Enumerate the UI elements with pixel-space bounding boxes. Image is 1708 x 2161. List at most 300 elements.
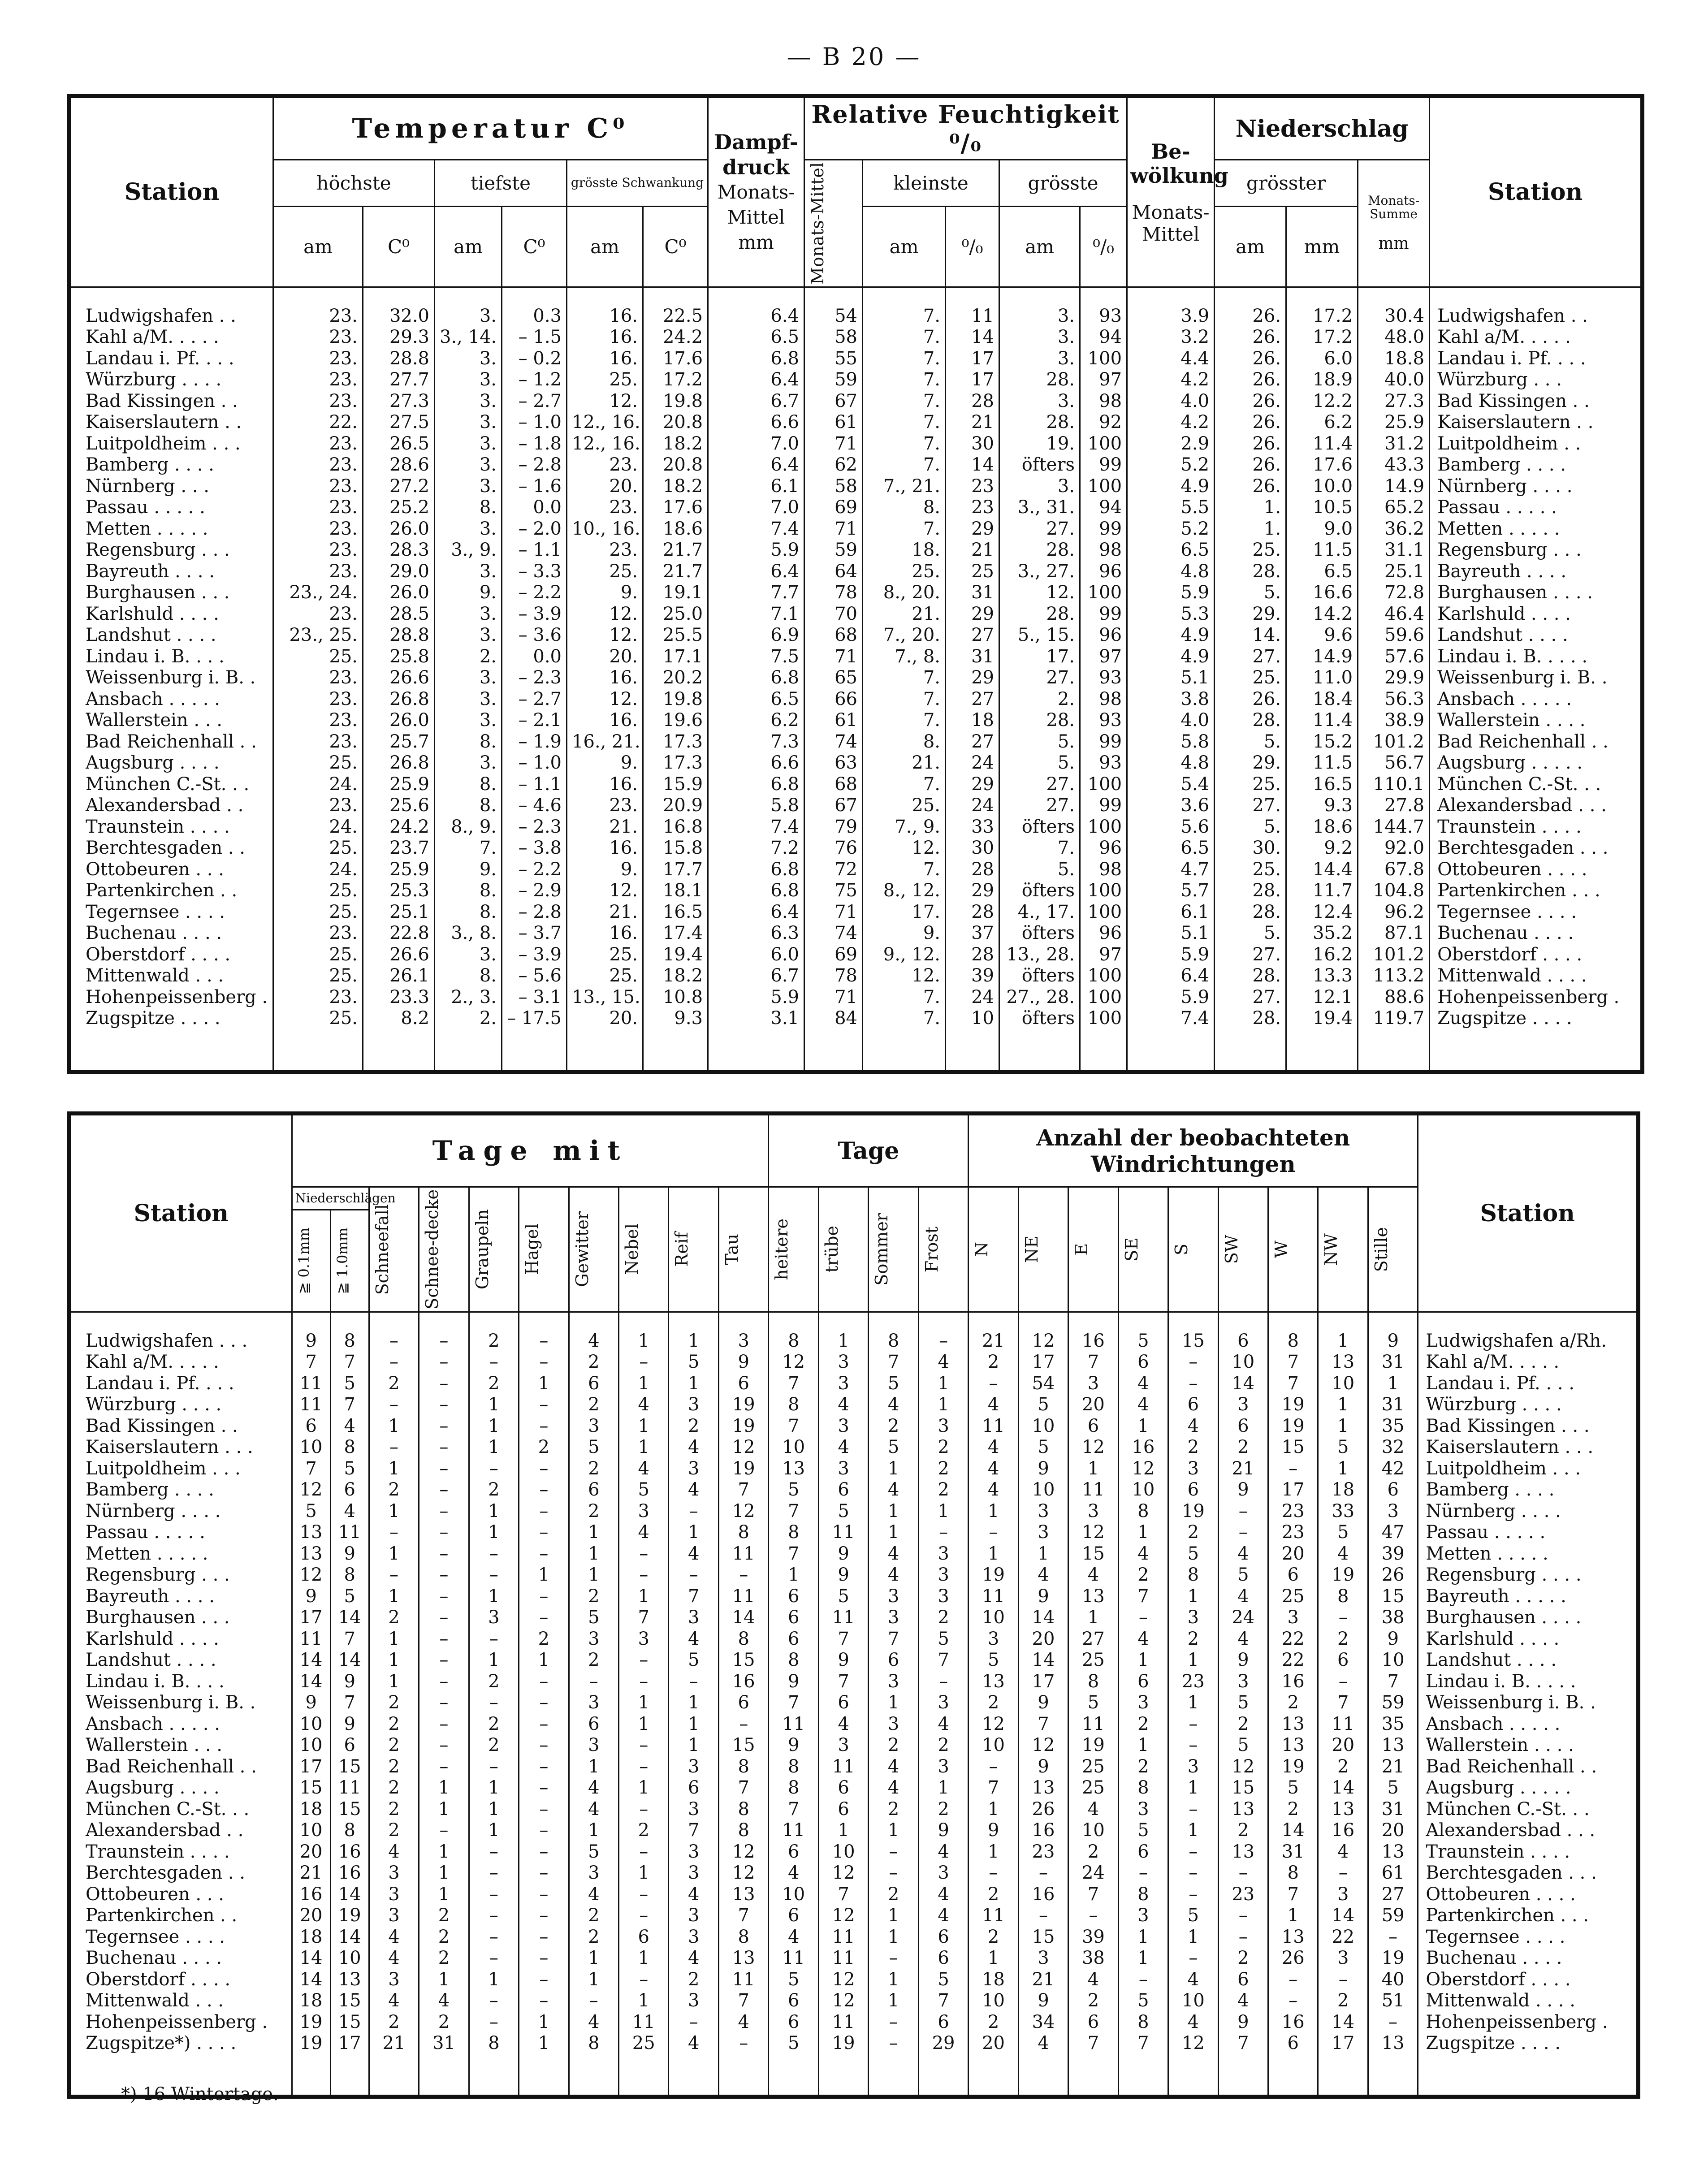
value-cell: 2 xyxy=(1318,1629,1368,1650)
value-cell: – xyxy=(619,1799,669,1820)
header-bewoelkung xyxy=(1127,96,1228,287)
value-cell: – xyxy=(419,1522,469,1543)
heitere-label: heitere xyxy=(772,1219,792,1280)
value-cell: 8.2 xyxy=(363,1008,435,1072)
t2-header-truebe xyxy=(818,1187,868,1312)
station-name-cell: Bayreuth . . . . xyxy=(69,1586,292,1608)
header-groesste: grösste xyxy=(999,160,1127,207)
value-cell: 16 xyxy=(718,1671,769,1693)
value-cell: 5.9 xyxy=(1127,987,1215,1008)
value-cell: 2 xyxy=(1168,1437,1218,1458)
station-name-right-cell: Würzburg . . . xyxy=(1430,369,1643,391)
value-cell: 15 xyxy=(330,1990,369,2012)
value-cell: 6.4 xyxy=(708,561,804,583)
t2-header-stille xyxy=(1368,1187,1418,1312)
value-cell: 8 xyxy=(569,2033,618,2096)
value-cell: 6 xyxy=(1068,2012,1118,2033)
value-cell: 9 xyxy=(292,1586,330,1608)
value-cell: 1 xyxy=(918,1501,969,1522)
value-cell: – xyxy=(1118,1607,1168,1629)
station-name-right-cell: München C.-St. . . xyxy=(1430,774,1643,795)
value-cell: 6 xyxy=(818,1479,868,1501)
value-cell: 1 xyxy=(469,1820,519,1841)
value-cell: 2. xyxy=(435,1008,502,1072)
value-cell: 12. xyxy=(999,582,1080,604)
value-cell: 15 xyxy=(1018,1927,1068,1948)
value-cell: 1 xyxy=(1318,1312,1368,1352)
value-cell: 3. xyxy=(435,391,502,412)
station-name-right-cell: Alexandersbad . . . xyxy=(1430,795,1643,817)
value-cell: 1 xyxy=(669,1735,718,1756)
value-cell: – 2.9 xyxy=(502,880,567,902)
value-cell: 3.1 xyxy=(708,1008,804,1072)
value-cell: 6.3 xyxy=(708,923,804,944)
value-cell: 12. xyxy=(567,604,643,625)
value-cell: 18.6 xyxy=(1286,817,1358,838)
value-cell: 9 xyxy=(292,1692,330,1714)
value-cell: – xyxy=(469,1927,519,1948)
value-cell: 6 xyxy=(569,1373,618,1395)
value-cell: 1 xyxy=(369,1416,419,1437)
value-cell: 40 xyxy=(1368,1969,1418,1991)
value-cell: 13., 28. xyxy=(999,944,1080,966)
value-cell: 25. xyxy=(863,795,946,817)
value-cell: – xyxy=(519,1458,569,1480)
value-cell: 7 xyxy=(1218,2033,1268,2096)
value-cell: 5.6 xyxy=(1127,817,1215,838)
value-cell: – xyxy=(1118,1969,1168,1991)
value-cell: 4 xyxy=(369,1841,419,1863)
value-cell: 38 xyxy=(1068,1948,1118,1969)
table-row xyxy=(69,1586,1639,1608)
value-cell: 2 xyxy=(369,1735,419,1756)
value-cell: 8 xyxy=(869,1312,918,1352)
value-cell: 11 xyxy=(1068,1714,1118,1735)
value-cell: 8., 12. xyxy=(863,880,946,902)
value-cell: 9.6 xyxy=(1286,625,1358,646)
value-cell: 20 xyxy=(1268,1543,1318,1565)
value-cell: 6 xyxy=(1218,1416,1268,1437)
table-row xyxy=(69,646,1643,668)
t2-header-reif xyxy=(669,1187,718,1312)
value-cell: – xyxy=(419,1312,469,1352)
value-cell: 4 xyxy=(1168,1416,1218,1437)
value-cell: 25. xyxy=(567,369,643,391)
value-cell: 2 xyxy=(369,1692,419,1714)
value-cell: 20 xyxy=(1018,1629,1068,1650)
value-cell: 6.2 xyxy=(1286,412,1358,433)
value-cell: 4 xyxy=(369,1948,419,1969)
value-cell: 4 xyxy=(869,1565,918,1586)
value-cell: 23. xyxy=(567,454,643,476)
value-cell: 3. xyxy=(435,476,502,497)
value-cell: 7.0 xyxy=(708,433,804,455)
value-cell: 2 xyxy=(669,1416,718,1437)
value-cell: 2 xyxy=(469,1714,519,1735)
value-cell: 3. xyxy=(435,625,502,646)
value-cell: 4 xyxy=(869,1479,918,1501)
value-cell: 74 xyxy=(804,923,863,944)
value-cell: 16., 21. xyxy=(567,731,643,753)
value-cell: 3 xyxy=(818,1352,868,1373)
value-cell: – xyxy=(1268,1990,1318,2012)
value-cell: 23. xyxy=(273,348,363,370)
value-cell: – xyxy=(1168,1863,1218,1884)
value-cell: 3. xyxy=(435,412,502,433)
value-cell: 21 xyxy=(969,1312,1018,1352)
value-cell: 6 xyxy=(769,1990,818,2012)
value-cell: 11 xyxy=(292,1629,330,1650)
value-cell: 20.2 xyxy=(643,667,708,689)
value-cell: 3 xyxy=(1368,1501,1418,1522)
value-cell: 2 xyxy=(918,1458,969,1480)
value-cell: 1 xyxy=(619,1373,669,1395)
value-cell: – xyxy=(869,1948,918,1969)
station-name-cell: Partenkirchen . . xyxy=(69,880,273,902)
station-name-cell: Ottobeuren . . . xyxy=(69,1884,292,1906)
value-cell: 6 xyxy=(1118,1841,1168,1863)
value-cell: – xyxy=(1318,1671,1368,1693)
value-cell: 54 xyxy=(804,287,863,327)
value-cell: 6 xyxy=(918,2012,969,2033)
value-cell: – xyxy=(419,1501,469,1522)
value-cell: 13 xyxy=(1268,1927,1318,1948)
value-cell: 8 xyxy=(1268,1312,1318,1352)
value-cell: 28. xyxy=(1215,965,1286,987)
value-cell: 11 xyxy=(969,1905,1018,1927)
value-cell: 3. xyxy=(435,348,502,370)
t2-header-wind: Anzahl der beobachteten Windrichtungen xyxy=(969,1114,1418,1187)
value-cell: 6.4 xyxy=(708,454,804,476)
value-cell: 5., 15. xyxy=(999,625,1080,646)
value-cell: 3. xyxy=(999,327,1080,348)
table-row xyxy=(69,1863,1639,1884)
station-name-right-cell: Bad Kissingen . . xyxy=(1430,391,1643,412)
value-cell: – xyxy=(419,1416,469,1437)
value-cell: 5 xyxy=(969,1650,1018,1671)
value-cell: 6 xyxy=(718,1692,769,1714)
value-cell: 6 xyxy=(769,1629,818,1650)
value-cell: 1 xyxy=(619,1714,669,1735)
value-cell: 7., 21. xyxy=(863,476,946,497)
value-cell: 10 xyxy=(946,1008,999,1072)
value-cell: 15 xyxy=(1268,1437,1318,1458)
value-cell: 9.2 xyxy=(1286,838,1358,859)
value-cell: 3., 8. xyxy=(435,923,502,944)
value-cell: – 4.6 xyxy=(502,795,567,817)
value-cell: 11 xyxy=(1068,1479,1118,1501)
value-cell: 1 xyxy=(419,1841,469,1863)
value-cell: 3 xyxy=(1168,1607,1218,1629)
value-cell: 28. xyxy=(999,412,1080,433)
value-cell: 15 xyxy=(330,1756,369,1778)
value-cell: 20. xyxy=(567,646,643,668)
value-cell: 5 xyxy=(669,1650,718,1671)
value-cell: 25. xyxy=(1215,859,1286,881)
value-cell: 25.2 xyxy=(363,497,435,519)
value-cell: 23. xyxy=(273,454,363,476)
value-cell: 31 xyxy=(419,2033,469,2096)
value-cell: – xyxy=(369,1352,419,1373)
value-cell: 100 xyxy=(1080,433,1127,455)
value-cell: 5 xyxy=(1168,1543,1218,1565)
value-cell: 2 xyxy=(619,1820,669,1841)
value-cell: 28. xyxy=(999,540,1080,561)
value-cell: 2., 3. xyxy=(435,987,502,1008)
header-groesster: grösster xyxy=(1215,160,1358,207)
value-cell: 3.2 xyxy=(1127,327,1215,348)
table1-body xyxy=(69,287,1643,1072)
value-cell: 4 xyxy=(330,1501,369,1522)
value-cell: 100 xyxy=(1080,582,1127,604)
value-cell: 16.5 xyxy=(1286,774,1358,795)
value-cell: 4.9 xyxy=(1127,646,1215,668)
value-cell: 88.6 xyxy=(1358,987,1430,1008)
t2-header-station: Station xyxy=(69,1114,292,1312)
value-cell: 18.2 xyxy=(643,433,708,455)
station-name-right-cell: Traunstein . . . . xyxy=(1418,1841,1639,1863)
sommer-label: Sommer xyxy=(872,1213,892,1286)
value-cell: – xyxy=(519,1312,569,1352)
value-cell: – xyxy=(519,1479,569,1501)
value-cell: 1 xyxy=(569,1565,618,1586)
value-cell: 3 xyxy=(669,1863,718,1884)
value-cell: – xyxy=(619,1671,669,1693)
value-cell: – xyxy=(419,1607,469,1629)
value-cell: 59.6 xyxy=(1358,625,1430,646)
value-cell: 18.9 xyxy=(1286,369,1358,391)
value-cell: 19 xyxy=(718,1458,769,1480)
value-cell: 31.1 xyxy=(1358,540,1430,561)
value-cell: 5 xyxy=(1218,1692,1268,1714)
value-cell: – xyxy=(519,1607,569,1629)
value-cell: 3 xyxy=(1118,1799,1168,1820)
value-cell: 61 xyxy=(804,412,863,433)
value-cell: 13 xyxy=(1018,1777,1068,1799)
value-cell: 1 xyxy=(969,1948,1018,1969)
value-cell: 7 xyxy=(1068,2033,1118,2096)
value-cell: 2 xyxy=(869,1735,918,1756)
station-name-cell: Ottobeuren . . . xyxy=(69,859,273,881)
header-station: Station xyxy=(69,96,273,287)
value-cell: 8 xyxy=(1118,1884,1168,1906)
value-cell: 12. xyxy=(567,625,643,646)
value-cell: 25. xyxy=(273,965,363,987)
value-cell: 3. xyxy=(435,752,502,774)
wind-sw-label: SW xyxy=(1221,1235,1241,1264)
value-cell: 71 xyxy=(804,987,863,1008)
value-cell: 1 xyxy=(1118,1927,1168,1948)
value-cell: 1 xyxy=(619,1312,669,1352)
value-cell: 23. xyxy=(273,710,363,731)
value-cell: 11 xyxy=(769,1714,818,1735)
value-cell: 7. xyxy=(863,287,946,327)
value-cell: 18.6 xyxy=(643,519,708,540)
value-cell: 4 xyxy=(669,1479,718,1501)
value-cell: 5 xyxy=(1218,1735,1268,1756)
value-cell: öfters xyxy=(999,817,1080,838)
value-cell: – 1.9 xyxy=(502,731,567,753)
value-cell: 5. xyxy=(999,752,1080,774)
value-cell: 92.0 xyxy=(1358,838,1430,859)
station-name-right-cell: Luitpoldheim . . . xyxy=(1418,1458,1639,1480)
value-cell: 11 xyxy=(818,1756,868,1778)
value-cell: 23. xyxy=(273,604,363,625)
value-cell: 5. xyxy=(999,859,1080,881)
value-cell: 4 xyxy=(669,1948,718,1969)
value-cell: 4 xyxy=(369,1990,419,2012)
value-cell: 4 xyxy=(569,1884,618,1906)
value-cell: 98 xyxy=(1080,859,1127,881)
value-cell: – 2.7 xyxy=(502,689,567,710)
value-cell: 9 xyxy=(1218,1479,1268,1501)
value-cell: 4.2 xyxy=(1127,412,1215,433)
value-cell: 5.9 xyxy=(1127,582,1215,604)
station-name-right-cell: Mittenwald . . . . xyxy=(1430,965,1643,987)
value-cell: 5.2 xyxy=(1127,519,1215,540)
value-cell: 10 xyxy=(1068,1820,1118,1841)
value-cell: 23. xyxy=(273,433,363,455)
value-cell: – 2.0 xyxy=(502,519,567,540)
value-cell: 99 xyxy=(1080,731,1127,753)
value-cell: 7 xyxy=(869,1352,918,1373)
value-cell: – xyxy=(1018,1863,1068,1884)
value-cell: 2.9 xyxy=(1127,433,1215,455)
value-cell: 9 xyxy=(918,1820,969,1841)
value-cell: 2 xyxy=(569,1650,618,1671)
value-cell: 5 xyxy=(330,1458,369,1480)
value-cell: 4 xyxy=(918,1884,969,1906)
value-cell: – xyxy=(519,1714,569,1735)
value-cell: 64 xyxy=(804,561,863,583)
value-cell: – xyxy=(519,1927,569,1948)
table-row xyxy=(69,1756,1639,1778)
value-cell: 10 xyxy=(1318,1373,1368,1395)
table-row xyxy=(69,476,1643,497)
value-cell: 27.3 xyxy=(363,391,435,412)
value-cell: 5 xyxy=(669,1352,718,1373)
value-cell: 5.8 xyxy=(1127,731,1215,753)
value-cell: 3 xyxy=(369,1863,419,1884)
value-cell: 6 xyxy=(1218,1312,1268,1352)
value-cell: 12 xyxy=(818,1969,868,1991)
value-cell: – xyxy=(1168,1373,1218,1395)
value-cell: 7. xyxy=(863,433,946,455)
station-name-right-cell: Bayreuth . . . . . xyxy=(1418,1586,1639,1608)
value-cell: 1 xyxy=(1118,1650,1168,1671)
value-cell: – 1.0 xyxy=(502,412,567,433)
value-cell: 39 xyxy=(1368,1543,1418,1565)
value-cell: 3. xyxy=(435,689,502,710)
value-cell: 1 xyxy=(869,1692,918,1714)
value-cell: – xyxy=(1168,1714,1218,1735)
value-cell: 2 xyxy=(369,1799,419,1820)
value-cell: 13 xyxy=(969,1671,1018,1693)
value-cell: 8., 9. xyxy=(435,817,502,838)
value-cell: 25. xyxy=(1215,774,1286,795)
reif-label: Reif xyxy=(672,1232,692,1267)
value-cell: – xyxy=(469,1458,519,1480)
value-cell: 23. xyxy=(273,391,363,412)
value-cell: 1 xyxy=(469,1416,519,1437)
value-cell: 1 xyxy=(1068,1458,1118,1480)
station-name-cell: Weissenburg i. B. . xyxy=(69,1692,292,1714)
station-name-right-cell: Tegernsee . . . . xyxy=(1430,902,1643,923)
value-cell: 26. xyxy=(1215,391,1286,412)
table-row xyxy=(69,1373,1639,1395)
table-row xyxy=(69,752,1643,774)
value-cell: – xyxy=(619,1565,669,1586)
value-cell: 2 xyxy=(419,1905,469,1927)
value-cell: 26.6 xyxy=(363,944,435,966)
value-cell: 72 xyxy=(804,859,863,881)
value-cell: – xyxy=(718,1714,769,1735)
value-cell: 19 xyxy=(818,2033,868,2096)
value-cell: öfters xyxy=(999,454,1080,476)
value-cell: 5 xyxy=(1318,1437,1368,1458)
station-name-right-cell: Wallerstein . . . . xyxy=(1418,1735,1639,1756)
value-cell: – 3.9 xyxy=(502,604,567,625)
value-cell: – xyxy=(469,1863,519,1884)
value-cell: 1 xyxy=(519,1650,569,1671)
value-cell: 11 xyxy=(718,1586,769,1608)
value-cell: 23. xyxy=(273,519,363,540)
station-name-cell: Mittenwald . . . xyxy=(69,1990,292,2012)
value-cell: 8., 20. xyxy=(863,582,946,604)
value-cell: öfters xyxy=(999,880,1080,902)
value-cell: 23. xyxy=(273,497,363,519)
value-cell: 20. xyxy=(567,476,643,497)
station-name-right-cell: Wallerstein . . . . xyxy=(1430,710,1643,731)
table-row xyxy=(69,1607,1639,1629)
value-cell: – xyxy=(519,1820,569,1841)
value-cell: 1 xyxy=(1268,1905,1318,1927)
value-cell: 9., 12. xyxy=(863,944,946,966)
value-cell: 25.7 xyxy=(363,731,435,753)
value-cell: 1 xyxy=(869,1522,918,1543)
value-cell: – xyxy=(469,1756,519,1778)
value-cell: 7.4 xyxy=(1127,1008,1215,1072)
value-cell: – xyxy=(718,1565,769,1586)
value-cell: 29. xyxy=(1215,604,1286,625)
value-cell: 7. xyxy=(863,689,946,710)
value-cell: 29 xyxy=(946,604,999,625)
table-row xyxy=(69,1501,1639,1522)
value-cell: 2 xyxy=(1318,1990,1368,2012)
value-cell: 7 xyxy=(1068,1352,1118,1373)
value-cell: 25.5 xyxy=(643,625,708,646)
value-cell: – xyxy=(1168,1352,1218,1373)
value-cell: 2 xyxy=(469,1373,519,1395)
value-cell: 7 xyxy=(1118,2033,1168,2096)
value-cell: 8 xyxy=(769,1756,818,1778)
value-cell: 6 xyxy=(1268,2033,1318,2096)
t2-header-w xyxy=(1268,1187,1318,1312)
value-cell: 8 xyxy=(1318,1586,1368,1608)
value-cell: 7 xyxy=(1068,1884,1118,1906)
table-row xyxy=(69,1671,1639,1693)
value-cell: – xyxy=(1318,1607,1368,1629)
value-cell: 6 xyxy=(818,1799,868,1820)
value-cell: 10 xyxy=(292,1820,330,1841)
value-cell: 67 xyxy=(804,795,863,817)
value-cell: 7 xyxy=(718,1905,769,1927)
value-cell: 119.7 xyxy=(1358,1008,1430,1072)
value-cell: 16. xyxy=(567,774,643,795)
value-cell: – xyxy=(419,1692,469,1714)
value-cell: 1. xyxy=(1215,497,1286,519)
value-cell: 9. xyxy=(567,582,643,604)
